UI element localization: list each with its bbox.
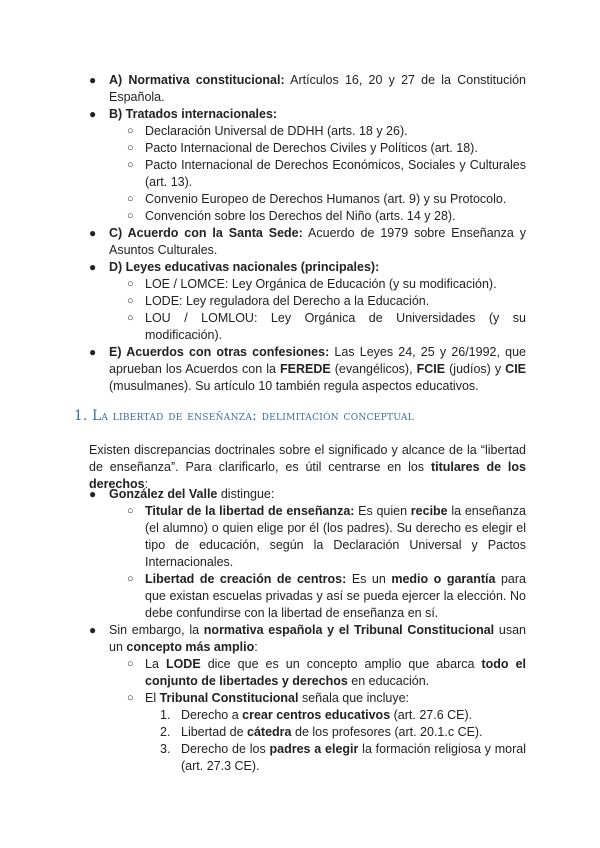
- concept-list: [0, 486, 600, 775]
- list-item: [0, 106, 526, 123]
- sub-list-item: ○ Pacto Internacional de Derechos Civiles y Políticos (art. 18).: [127, 141, 478, 155]
- circle-bullet-icon: ○: [127, 142, 134, 154]
- sub-list-item: ○ Convenio Europeo de Derechos Humanos (art. 9) y su Protocolo.: [127, 192, 507, 206]
- section-heading: 1. La libertad de enseñanza: delimitación conceptual: [74, 408, 414, 424]
- circle-bullet-icon: ○: [127, 658, 134, 670]
- item-number: 1.: [160, 708, 171, 722]
- list-item: ● González del Valle distingue:: [89, 487, 275, 501]
- item-number: 2.: [160, 725, 171, 739]
- list-item: ● Sin embargo, la normativa española y el Tribunal Constitucional usan un concepto más amplio:: [89, 623, 526, 654]
- circle-bullet-icon: ○: [127, 193, 134, 205]
- list-item: [0, 259, 526, 276]
- bullet-icon: ●: [89, 260, 97, 274]
- sub-list-item: ○ Libertad de creación de centros: Es un medio o garantía para que existan escuelas privadas y así se pueda ejercer la elección. No debe confundirse con la libertad de enseñanza en sí.: [127, 572, 526, 620]
- circle-bullet-icon: ○: [127, 210, 134, 222]
- circle-bullet-icon: ○: [127, 692, 134, 704]
- circle-bullet-icon: ○: [127, 278, 134, 290]
- circle-bullet-icon: ○: [127, 505, 134, 517]
- circle-bullet-icon: ○: [127, 573, 134, 585]
- numbered-item: 1. Derecho a crear centros educativos (art. 27.6 CE).: [160, 708, 473, 722]
- item-label: A) Normativa constitucional:: [109, 73, 285, 87]
- numbered-item: 2. Libertad de cátedra de los profesores (art. 20.1.c CE).: [160, 725, 483, 739]
- circle-bullet-icon: ○: [127, 295, 134, 307]
- sub-list-item: ○ El Tribunal Constitucional señala que incluye:: [127, 691, 409, 705]
- list-item: ● E) Acuerdos con otras confesiones: Las Leyes 24, 25 y 26/1992, que aprueban los Acuerdos con la FEREDE (evangélicos), FCIE (judíos) y CIE (musulmanes). Su artículo 10 también regula aspectos educativos.: [89, 345, 527, 393]
- item-label: C) Acuerdo con la Santa Sede:: [109, 226, 303, 240]
- sub-list-item: ○ Convención sobre los Derechos del Niño (arts. 14 y 28).: [127, 209, 456, 223]
- item-label: D) Leyes educativas nacionales (principales):: [109, 260, 380, 274]
- intro-paragraph: Existen discrepancias doctrinales sobre el significado y alcance de la “libertad de enseñanza”. Para clarificarlo, es útil centrarse en los titulares de los derechos:: [89, 443, 526, 491]
- bullet-icon: ●: [89, 73, 97, 87]
- sub-list-item: ○ Declaración Universal de DDHH (arts. 18 y 26).: [127, 124, 408, 138]
- numbered-item: 3. Derecho de los padres a elegir la formación religiosa y moral (art. 27.3 CE).: [160, 742, 526, 773]
- bullet-icon: ●: [89, 487, 97, 501]
- sub-list-item: ○ La LODE dice que es un concepto amplio que abarca todo el conjunto de libertades y derechos en educación.: [127, 657, 526, 688]
- item-label: E) Acuerdos con otras confesiones:: [109, 345, 330, 359]
- sub-list-item: ○ LOU / LOMLOU: Ley Orgánica de Universidades (y su modificación).: [127, 311, 526, 342]
- legal-framework-list: [0, 72, 600, 395]
- list-item: ● A) Normativa constitucional: Artículos 16, 20 y 27 de la Constitución Española.: [89, 73, 526, 104]
- circle-bullet-icon: ○: [127, 125, 134, 137]
- bullet-icon: ●: [89, 226, 97, 240]
- bullet-icon: ●: [89, 107, 97, 121]
- sub-list-item: ○ LOE / LOMCE: Ley Orgánica de Educación (y su modificación).: [127, 277, 497, 291]
- circle-bullet-icon: ○: [127, 159, 134, 171]
- item-number: 3.: [160, 742, 171, 756]
- circle-bullet-icon: ○: [127, 312, 134, 324]
- list-item: ● C) Acuerdo con la Santa Sede: Acuerdo de 1979 sobre Enseñanza y Asuntos Culturales.: [89, 226, 526, 257]
- item-label: B) Tratados internacionales:: [109, 107, 278, 121]
- bullet-icon: ●: [89, 345, 97, 359]
- sub-list-item: ○ Pacto Internacional de Derechos Económicos, Sociales y Culturales (art. 13).: [127, 158, 526, 189]
- sub-list-item: ○ LODE: Ley reguladora del Derecho a la Educación.: [127, 294, 430, 308]
- bullet-icon: ●: [89, 623, 97, 637]
- sub-list-item: ○ Titular de la libertad de enseñanza: Es quien recibe la enseñanza (el alumno) o quien elige por él (los padres). Su derecho es elegir el tipo de educación, según la Declaración Universal y Pactos Internacionales.: [127, 504, 526, 569]
